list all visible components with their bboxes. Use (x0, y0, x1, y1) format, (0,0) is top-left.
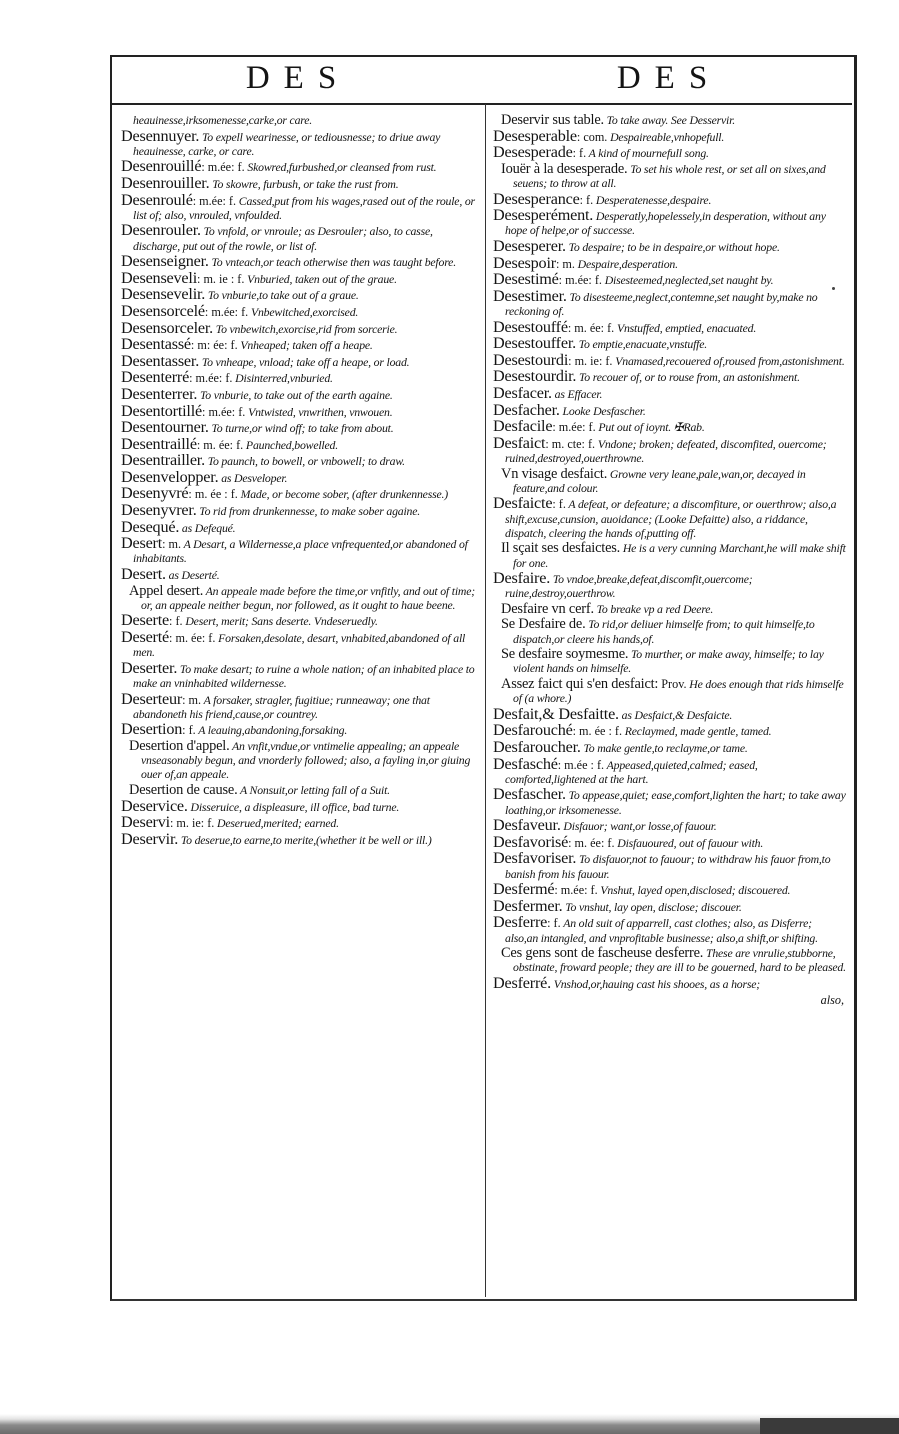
definition: Vndone; broken; defeated, discomfited, ouercome; ruined,destroyed,ouerthrowne. (505, 436, 827, 465)
dictionary-entry (121, 268, 477, 287)
definition: To deserue,to earne,to merite,(whether it be well or ill.) (178, 832, 432, 847)
headword: Desfasché (493, 754, 558, 773)
headword: Desesperade (493, 143, 573, 162)
definition: To breake vp a red Deere. (593, 601, 714, 616)
definition: To rid from drunkennesse, to make sober againe. (196, 504, 421, 519)
headword: Desfacile (493, 417, 553, 436)
definition: Appeased,quieted,calmed; eased, comforted,lightened at the hart. (505, 757, 758, 786)
dictionary-entry (121, 126, 477, 158)
headword: Desfaire vn cerf. (501, 600, 594, 617)
definition: Despaireable,vnhopefull. (607, 129, 725, 144)
dictionary-entry (121, 613, 477, 628)
definition: To vnfold, or vnroule; as Desrouler; also, to casse, discharge, put out of the rowle, or list of. (133, 224, 433, 253)
headword: Desentortillé (121, 401, 203, 420)
headword: Desestourdi (493, 350, 569, 369)
headword: Desenvelopper. (121, 467, 219, 486)
definition: Vnamased,recouered of,roused from,astonishment. (612, 353, 845, 368)
dictionary-entry (121, 223, 477, 252)
dictionary-entry (493, 383, 846, 402)
dictionary-entry (493, 208, 846, 237)
headword: Desenrouiller. (121, 173, 210, 192)
definition: To despaire; to be in despaire,or without hope. (565, 239, 780, 254)
dictionary-entry (121, 630, 477, 659)
dictionary-entry (493, 467, 846, 495)
running-head-left: DES (245, 60, 351, 96)
headword: Desentourner. (121, 418, 209, 437)
dictionary-entry (121, 517, 477, 536)
headword: Vn visage desfaict. (501, 465, 608, 482)
dictionary-entry (121, 689, 477, 721)
headword: Desertion (121, 720, 183, 739)
definition: To set his whole rest, or set all on sixes,and seuens; to throw at all. (513, 161, 826, 190)
definition: To recouer of, or to rouse from, an astonishment. (576, 370, 800, 385)
grammar-label: : m. ée : f. (572, 724, 623, 739)
headword: Se Desfaire de. (501, 616, 586, 633)
dictionary-entry (493, 851, 846, 880)
headword: Ces gens sont de fascheuse desferre. (501, 945, 704, 962)
definition: To vnbewitch,exorcise,rid from sorcerie. (213, 321, 398, 336)
grammar-label: : m. ie: f. (568, 353, 613, 368)
headword: Desenroulé (121, 190, 193, 209)
definition: To vndoe,breake,defeat,discomfit,ouercome; ruine,destroy,ouerthrow. (505, 572, 753, 601)
headword: Desensorceler. (121, 318, 214, 337)
grammar-label: : f. (169, 614, 183, 629)
dictionary-entry (493, 286, 846, 318)
headword: Desestimer. (493, 286, 567, 305)
headword: Desespoir (493, 253, 556, 272)
definition: Desperatly,hopelessely,in desperation, without any hope of helpe,or of successe. (505, 209, 826, 238)
dictionary-entry (121, 739, 477, 782)
grammar-label: : f. (552, 497, 566, 512)
dictionary-entry (121, 254, 477, 269)
dictionary-entry (121, 503, 477, 518)
headword: Desert. (121, 565, 166, 584)
headword: Desesperance (493, 189, 580, 208)
definition: as Defequé. (179, 520, 236, 535)
definition: To appease,quiet; ease,comfort,lighten the hart; to take away loathing,or irksomenesse. (505, 788, 846, 817)
definition: To make desart; to ruine a whole nation; of an inhabited place to make an vninhabited wildernesse. (133, 661, 475, 691)
dictionary-entry (121, 420, 477, 435)
definition: To vnheape, vnload; take off a heape, or load. (199, 354, 410, 369)
dictionary-entry (121, 159, 477, 174)
definition: heauinesse,irksomenesse,carke,or care. (133, 113, 313, 127)
definition: A Desart, a Wildernesse,a place vnfrequented,or abandoned of inhabitants. (133, 537, 468, 566)
headword: Desfavorisé (493, 832, 569, 851)
dictionary-entry (493, 162, 846, 190)
headword: Desenyvrer. (121, 501, 197, 520)
dictionary-entry (493, 617, 846, 645)
headword: Desfaroucher. (493, 738, 581, 757)
headword: Appel desert. (129, 582, 204, 599)
definition: To disesteeme,neglect,contemne,set naught by,make no reckoning of. (505, 289, 818, 318)
headword: Desenseveli (121, 268, 198, 287)
definition: To take away. See Desservir. (603, 113, 735, 127)
grammar-label: : m.ée: f. (202, 404, 246, 419)
dictionary-entry (493, 740, 846, 755)
definition: A leauing,abandoning,forsaking. (195, 723, 348, 738)
headword: Deserter. (121, 658, 178, 677)
definition: An appeale made before the time,or vnfitly, and out of time; or, an appeale neither begun, nor followed, as it ought to haue beene. (141, 583, 475, 612)
dictionary-entry (121, 584, 477, 612)
headword: Desesperable (493, 126, 577, 145)
headword: Deserte (121, 611, 170, 630)
dictionary-entry (121, 287, 477, 302)
grammar-label: : m. (162, 537, 182, 552)
definition: as Deserté. (165, 568, 220, 583)
headword: Desfavoriser. (493, 849, 577, 868)
definition: Growne very leane,pale,wan,or, decayed in feature,and colour. (513, 466, 806, 495)
definition: A Nonsuit,or letting fall of a Suit. (237, 783, 390, 798)
definition: To paunch, to bowell, or vnbowell; to draw. (204, 454, 405, 469)
dictionary-entry (493, 571, 846, 600)
headword: Desfaveur. (493, 816, 561, 835)
column-divider (485, 104, 486, 1297)
definition: Vnshut, layed open,disclosed; discouered. (597, 883, 791, 898)
dictionary-entry (121, 351, 477, 370)
headword: Desfarouché (493, 721, 573, 740)
grammar-label: : m.ée: f. (552, 420, 596, 435)
definition: as Effacer. (551, 386, 603, 401)
scan-edge-dark (760, 1418, 899, 1434)
definition: Disfauoured, out of fauour with. (614, 835, 764, 850)
headword: Se desfaire soymesme. (501, 646, 629, 663)
dictionary-entry (493, 496, 846, 540)
grammar-label: : f. (579, 192, 594, 207)
dictionary-entry (121, 783, 477, 797)
headword: Desentrailler. (121, 451, 205, 470)
grammar-label: : f. (547, 916, 561, 931)
definition: Looke Desfascher. (559, 403, 646, 418)
headword: Desestouffer. (493, 334, 576, 353)
definition: Made, or become sober, (after drunkennesse.) (237, 487, 449, 502)
headword: Deservi (121, 813, 170, 832)
dictionary-entry (121, 337, 477, 352)
dictionary-entry (121, 815, 477, 830)
definition: Paunched,bowelled. (243, 437, 338, 452)
headword: Deserté (121, 628, 170, 647)
headword: Desenseigner. (121, 252, 209, 271)
dictionary-entry (121, 190, 477, 222)
dictionary-entry (493, 236, 846, 255)
dictionary-entry (493, 189, 846, 208)
definition: To vnshut, lay open, disclose; discouer. (562, 899, 742, 914)
headword: Desenrouillé (121, 157, 202, 176)
headword: Deservir. (121, 829, 179, 848)
definition: He is a very cunning Marchant,he will make shift for one. (513, 541, 846, 570)
dictionary-entry (121, 370, 477, 385)
dictionary-entry (493, 787, 846, 816)
headword: Desfaict (493, 433, 546, 452)
headword: Desfermé (493, 880, 555, 899)
definition: Reclaymed, made gentle, tamed. (622, 724, 772, 739)
definition: Cassed,put from his wages,rased out of the roule, or list of; also, vnrouled, vnfoulded. (133, 193, 475, 222)
headword: Iouër à la desesperade. (501, 160, 628, 177)
grammar-label: : m. ée : f. (188, 487, 238, 502)
headword: Desequé. (121, 517, 180, 536)
headword: Desferre (493, 913, 548, 932)
grammar-label: : m. ée: f. (196, 437, 244, 452)
definition: To disfauor,not to fauour; to withdraw his fauor from,to banish from his fauour. (505, 852, 831, 881)
definition: Vnshod,or,hauing cast his shooes, as a horse; (550, 977, 761, 992)
headword: Desestouffé (493, 317, 568, 336)
definition: An vnfit,vndue,or vntimelie appealing; an appeale vnseasonably begun, and vnorderly followed; also, a fayling in,or giuing ouer of,an appeale. (141, 739, 471, 782)
definition: Deserued,merited; earned. (214, 816, 339, 831)
dictionary-entry (493, 976, 846, 991)
grammar-label: Prov. (658, 677, 687, 692)
definition: Skowred,furbushed,or cleansed from rust. (244, 160, 437, 175)
headword: Desensevelir. (121, 285, 206, 304)
definition: Disinterred,vnburied. (232, 371, 333, 386)
dictionary-entry (493, 113, 846, 127)
grammar-label: : m. ie: f. (169, 816, 215, 831)
grammar-label: : f. (572, 146, 587, 161)
dictionary-entry (121, 486, 477, 501)
headword: Desestourdir. (493, 367, 577, 386)
grammar-label: : com. (576, 129, 608, 144)
headword: Desfait,& Desfaitte. (493, 704, 619, 723)
grammar-label: : m. (182, 692, 202, 707)
headword: Desenterrer. (121, 384, 198, 403)
dictionary-entry (493, 253, 846, 272)
definition: Disesteemed,neglected,set naught by. (601, 273, 774, 288)
definition: A defeat, or defeature; a discomfiture, or ouerthrow; also,a shift,excuse,cunsion, auoidance; (Looke Defaitte) also, a riddance, dispatch, cleering the hands of,putting off. (505, 497, 837, 540)
grammar-label: : m. ie : f. (197, 271, 245, 286)
dictionary-entry (121, 401, 477, 420)
dictionary-entry (493, 272, 846, 287)
grammar-label: : m.ée: f. (189, 371, 233, 386)
dictionary-entry (493, 882, 846, 897)
dictionary-entry (121, 796, 477, 815)
grammar-label: : m. cte: f. (545, 436, 596, 451)
running-head-right: DES (616, 60, 722, 96)
dictionary-entry (121, 467, 477, 486)
dictionary-entry (121, 453, 477, 468)
definition: These are vnrulie,stubborne, obstinate, froward people; they are ill to be gouerned, hard to be pleased. (513, 946, 846, 975)
dictionary-entry (493, 317, 846, 336)
headword: Assez faict qui s'en desfaict: (501, 676, 659, 693)
headword: Desentasser. (121, 351, 200, 370)
headword: Desenterré (121, 368, 190, 387)
grammar-label: : m.ée : f. (557, 757, 605, 772)
headword: Deserteur (121, 689, 183, 708)
definition: To skowre, furbush, or take the rust from. (209, 176, 399, 191)
grammar-label: : f. (182, 723, 196, 738)
headword: Desertion de cause. (129, 782, 238, 799)
definition: Desperatenesse,despaire. (593, 192, 712, 207)
grammar-label: : m: ée: f. (190, 338, 238, 353)
definition: To expell wearinesse, or tediousnesse; to driue away heauinesse, carke, or care. (133, 129, 441, 158)
dictionary-entry (493, 946, 846, 974)
dictionary-entry (493, 896, 846, 915)
dictionary-entry (493, 818, 846, 833)
definition: Desert, merit; Sans deserte. Vndeseruedly. (182, 614, 378, 629)
headword: Il sçait ses desfaictes. (501, 540, 621, 557)
definition: To make gentle,to reclayme,or tame. (580, 741, 748, 756)
grammar-label: : m. ée: f. (568, 835, 615, 850)
headword: Desentassé (121, 335, 191, 354)
definition: To rid,or deliuer himselfe from; to quit himselfe,to dispatch,or cleere his hands,of. (513, 617, 815, 646)
dictionary-entry (121, 113, 477, 127)
headword: Desfaicte (493, 494, 553, 513)
definition: Vnbewitched,exorcised. (248, 304, 359, 319)
headword: Desenyvré (121, 484, 189, 503)
headword: Desfascher. (493, 785, 566, 804)
definition: To vnteach,or teach otherwise then was taught before. (208, 255, 456, 270)
definition: Disfauor; want,or losse,of fauour. (560, 819, 717, 834)
definition: Disseruice, a displeasure, ill office, bad turne. (187, 799, 400, 814)
header-rule (112, 103, 852, 105)
grammar-label: : m. (555, 256, 575, 271)
headword: Desert (121, 534, 163, 553)
dictionary-entry (493, 647, 846, 675)
definition: An old suit of apparrell, cast clothes; also, as Disferre; also,an intangled, and vnprofitable businesse; also,a shift,or shifting. (505, 916, 818, 945)
headword: Desenrouler. (121, 221, 201, 240)
dictionary-entry (493, 419, 846, 434)
definition: To vnburie,to take out of a graue. (205, 288, 359, 303)
dictionary-entry (493, 723, 846, 738)
dictionary-entry (121, 658, 477, 691)
grammar-label: : m. ée: f. (567, 320, 615, 335)
definition: Vntwisted, vnwrithen, vnwouen. (245, 404, 393, 419)
dictionary-entry (493, 541, 846, 569)
dictionary-entry (121, 722, 477, 737)
definition: Vnburied, taken out of the graue. (244, 271, 397, 286)
dictionary-entry (121, 301, 477, 320)
left-column (121, 113, 477, 848)
definition: Vnstuffed, emptied, enacuated. (614, 320, 757, 335)
dictionary-entry (121, 536, 477, 565)
definition: To emptie,enacuate,vnstuffe. (575, 337, 708, 352)
headword: Desestimé (493, 270, 559, 289)
headword: Desesperer. (493, 236, 566, 255)
headword: Desfermer. (493, 896, 563, 915)
definition: A forsaker, stragler, fugitiue; runneaway; one that abandoneth his friend,cause,or countrey. (133, 692, 430, 721)
dictionary-entry (493, 145, 846, 160)
headword: Desentraillé (121, 434, 197, 453)
definition: To turne,or wind off; to take from about. (208, 421, 394, 436)
dictionary-entry (121, 829, 477, 848)
definition: A kind of mournefull song. (586, 146, 709, 161)
dictionary-entry (121, 434, 477, 453)
headword: Desertion d'appel. (129, 738, 230, 755)
headword: Desferré. (493, 974, 551, 993)
definition: To murther, or make away, himselfe; to lay violent hands on himselfe. (513, 647, 824, 676)
dictionary-entry (493, 126, 846, 145)
dictionary-entry (493, 704, 846, 723)
definition: Forsaken,desolate, desart, vnhabited,abandoned of all men. (133, 631, 466, 660)
grammar-label: : m.ée: f. (204, 304, 249, 319)
headword: Desfaire. (493, 569, 551, 588)
grammar-label: : m.ée: f. (201, 160, 245, 175)
dictionary-entry (493, 433, 846, 465)
definition: To vnburie, to take out of the earth againe. (197, 387, 393, 402)
definition: He does enough that rids himselfe of (a whore.) (513, 677, 844, 706)
dictionary-entry (493, 677, 846, 705)
dictionary-entry (121, 173, 477, 192)
grammar-label: : m.ée: f. (192, 193, 237, 208)
dictionary-entry (493, 602, 846, 616)
dictionary-entry (493, 369, 846, 384)
headword: Desesperément. (493, 206, 594, 225)
headword: Deservir sus table. (501, 112, 604, 128)
dictionary-entry (493, 832, 846, 851)
dictionary-entry (121, 384, 477, 403)
definition: as Desveloper. (218, 470, 288, 485)
grammar-label: : m.ée: f. (554, 883, 598, 898)
headword: Desfacer. (493, 383, 552, 402)
dictionary-entry (493, 915, 846, 944)
definition: Put out of ioynt. ✠Rab. (595, 420, 705, 435)
dictionary-entry (493, 754, 846, 786)
definition: Despaire,desperation. (574, 256, 678, 271)
dictionary-entry (493, 336, 846, 351)
dictionary-entry (493, 350, 846, 369)
headword: Deservice. (121, 796, 188, 815)
headword: Desfacher. (493, 400, 560, 419)
definition: Vnheaped; taken off a heape. (237, 338, 373, 353)
grammar-label: : m. ée: f. (169, 631, 216, 646)
grammar-label: : m.ée: f. (558, 273, 602, 288)
right-column (493, 113, 846, 1007)
dictionary-entry (121, 567, 477, 582)
headword: Desennuyer. (121, 126, 200, 145)
dictionary-entry (493, 400, 846, 419)
headword: Desensorcelé (121, 301, 205, 320)
dictionary-entry (121, 318, 477, 337)
catchword: also, (820, 992, 844, 1007)
definition: as Desfaict,& Desfaicte. (618, 707, 733, 722)
